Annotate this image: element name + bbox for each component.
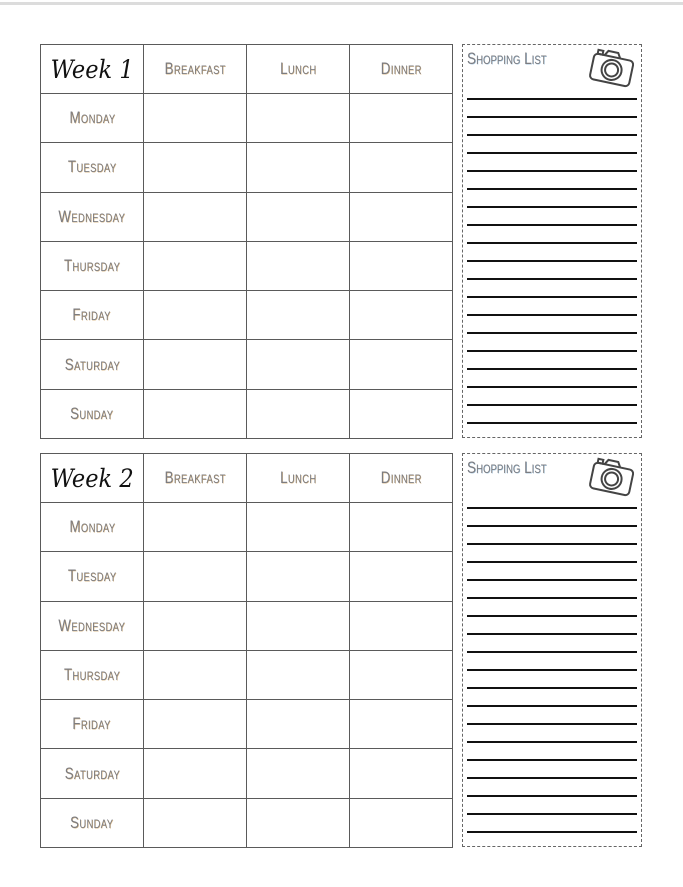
day-row [41, 798, 453, 847]
day-cell [41, 143, 144, 192]
shopping-list-line[interactable] [467, 687, 637, 689]
breakfast-cell[interactable] [144, 700, 247, 749]
dinner-cell[interactable] [350, 749, 453, 798]
header-label: Breakfast [164, 468, 226, 487]
week-title: Week 2 [50, 463, 134, 493]
day-row [41, 143, 453, 192]
day-row [41, 650, 453, 699]
day-label: Friday [72, 305, 112, 325]
lunch-cell[interactable] [247, 601, 350, 650]
day-label: Thursday [63, 255, 121, 275]
lunch-cell[interactable] [247, 291, 350, 340]
shopping-list [462, 44, 642, 438]
day-cell [41, 94, 144, 143]
header-label: Breakfast [164, 59, 226, 78]
dinner-cell[interactable] [350, 601, 453, 650]
day-cell [41, 798, 144, 847]
shopping-list-line[interactable] [467, 543, 637, 545]
day-row [41, 700, 453, 749]
shopping-list-line[interactable] [467, 170, 637, 172]
dinner-cell[interactable] [350, 552, 453, 601]
camera-icon [587, 456, 637, 498]
shopping-list-line[interactable] [467, 795, 637, 797]
dinner-cell[interactable] [350, 389, 453, 438]
shopping-list-line[interactable] [467, 98, 637, 100]
breakfast-cell[interactable] [144, 749, 247, 798]
day-cell [41, 192, 144, 241]
day-cell [41, 503, 144, 552]
week-title-cell [41, 454, 144, 503]
shopping-list-line[interactable] [467, 669, 637, 671]
breakfast-cell[interactable] [144, 94, 247, 143]
shopping-list-line[interactable] [467, 152, 637, 154]
day-label: Saturday [64, 763, 120, 783]
header-dinner [350, 45, 453, 94]
lunch-cell[interactable] [247, 700, 350, 749]
shopping-list-line[interactable] [467, 242, 637, 244]
day-row [41, 340, 453, 389]
dinner-cell[interactable] [350, 700, 453, 749]
dinner-cell[interactable] [350, 192, 453, 241]
day-label: Saturday [64, 354, 120, 374]
breakfast-cell[interactable] [144, 650, 247, 699]
header-label: Lunch [279, 59, 317, 78]
lunch-cell[interactable] [247, 241, 350, 290]
lunch-cell[interactable] [247, 503, 350, 552]
day-row [41, 552, 453, 601]
camera-icon [587, 47, 637, 89]
shopping-list-line[interactable] [467, 831, 637, 833]
header-breakfast [144, 45, 247, 94]
day-row [41, 749, 453, 798]
dinner-cell[interactable] [350, 291, 453, 340]
day-row [41, 192, 453, 241]
day-row [41, 601, 453, 650]
shopping-list-line[interactable] [467, 206, 637, 208]
shopping-list-line[interactable] [467, 404, 637, 406]
breakfast-cell[interactable] [144, 389, 247, 438]
shopping-list-line[interactable] [467, 525, 637, 527]
day-row [41, 503, 453, 552]
shopping-list [462, 453, 642, 847]
shopping-list-line[interactable] [467, 296, 637, 298]
header-label: Dinner [380, 468, 422, 487]
day-row [41, 241, 453, 290]
lunch-cell[interactable] [247, 749, 350, 798]
day-cell [41, 340, 144, 389]
breakfast-cell[interactable] [144, 143, 247, 192]
shopping-list-line[interactable] [467, 368, 637, 370]
header-lunch [247, 454, 350, 503]
dinner-cell[interactable] [350, 241, 453, 290]
lunch-cell[interactable] [247, 340, 350, 389]
shopping-list-line[interactable] [467, 633, 637, 635]
shopping-list-line[interactable] [467, 615, 637, 617]
day-label: Tuesday [67, 566, 117, 586]
header-label: Dinner [380, 59, 422, 78]
shopping-list-line[interactable] [467, 561, 637, 563]
shopping-list-line[interactable] [467, 705, 637, 707]
lunch-cell[interactable] [247, 389, 350, 438]
lunch-cell[interactable] [247, 192, 350, 241]
day-label: Monday [69, 517, 115, 537]
shopping-list-line[interactable] [467, 134, 637, 136]
day-label: Sunday [70, 812, 114, 832]
shopping-list-line[interactable] [467, 597, 637, 599]
lunch-cell[interactable] [247, 552, 350, 601]
breakfast-cell[interactable] [144, 552, 247, 601]
shopping-list-line[interactable] [467, 777, 637, 779]
shopping-list-line[interactable] [467, 188, 637, 190]
shopping-list-line[interactable] [467, 260, 637, 262]
day-cell [41, 700, 144, 749]
day-cell [41, 601, 144, 650]
dinner-cell[interactable] [350, 798, 453, 847]
top-divider [0, 2, 683, 5]
day-row [41, 291, 453, 340]
shopping-list-title: Shopping List [467, 49, 547, 68]
day-label: Friday [72, 714, 112, 734]
breakfast-cell[interactable] [144, 291, 247, 340]
shopping-list-line[interactable] [467, 116, 637, 118]
breakfast-cell[interactable] [144, 340, 247, 389]
shopping-list-line[interactable] [467, 651, 637, 653]
day-cell [41, 291, 144, 340]
shopping-list-line[interactable] [467, 741, 637, 743]
day-label: Sunday [70, 403, 114, 423]
breakfast-cell[interactable] [144, 503, 247, 552]
breakfast-cell[interactable] [144, 601, 247, 650]
shopping-list-line[interactable] [467, 723, 637, 725]
dinner-cell[interactable] [350, 340, 453, 389]
shopping-list-line[interactable] [467, 224, 637, 226]
dinner-cell[interactable] [350, 650, 453, 699]
shopping-list-line[interactable] [467, 350, 637, 352]
dinner-cell[interactable] [350, 143, 453, 192]
header-dinner [350, 454, 453, 503]
header-label: Lunch [279, 468, 317, 487]
day-label: Tuesday [67, 157, 117, 177]
shopping-list-line[interactable] [467, 314, 637, 316]
week-title: Week 1 [50, 54, 134, 84]
day-cell [41, 552, 144, 601]
shopping-list-line[interactable] [467, 759, 637, 761]
shopping-list-line[interactable] [467, 507, 637, 509]
week-1-table [40, 44, 453, 439]
day-label: Thursday [63, 664, 121, 684]
shopping-list-line[interactable] [467, 278, 637, 280]
day-row [41, 94, 453, 143]
shopping-list-line[interactable] [467, 579, 637, 581]
day-cell [41, 650, 144, 699]
shopping-list-line[interactable] [467, 386, 637, 388]
lunch-cell[interactable] [247, 94, 350, 143]
shopping-list-title: Shopping List [467, 458, 547, 477]
lunch-cell[interactable] [247, 798, 350, 847]
day-cell [41, 749, 144, 798]
day-label: Wednesday [58, 206, 126, 226]
lunch-cell[interactable] [247, 650, 350, 699]
day-cell [41, 389, 144, 438]
day-label: Wednesday [58, 615, 126, 635]
lunch-cell[interactable] [247, 143, 350, 192]
week-2-table [40, 453, 453, 848]
day-cell [41, 241, 144, 290]
breakfast-cell[interactable] [144, 192, 247, 241]
shopping-list-line[interactable] [467, 422, 637, 424]
breakfast-cell[interactable] [144, 241, 247, 290]
dinner-cell[interactable] [350, 503, 453, 552]
week-title-cell [41, 45, 144, 94]
header-lunch [247, 45, 350, 94]
day-label: Monday [69, 108, 115, 128]
shopping-list-line[interactable] [467, 332, 637, 334]
day-row [41, 389, 453, 438]
header-breakfast [144, 454, 247, 503]
dinner-cell[interactable] [350, 94, 453, 143]
shopping-list-line[interactable] [467, 813, 637, 815]
breakfast-cell[interactable] [144, 798, 247, 847]
